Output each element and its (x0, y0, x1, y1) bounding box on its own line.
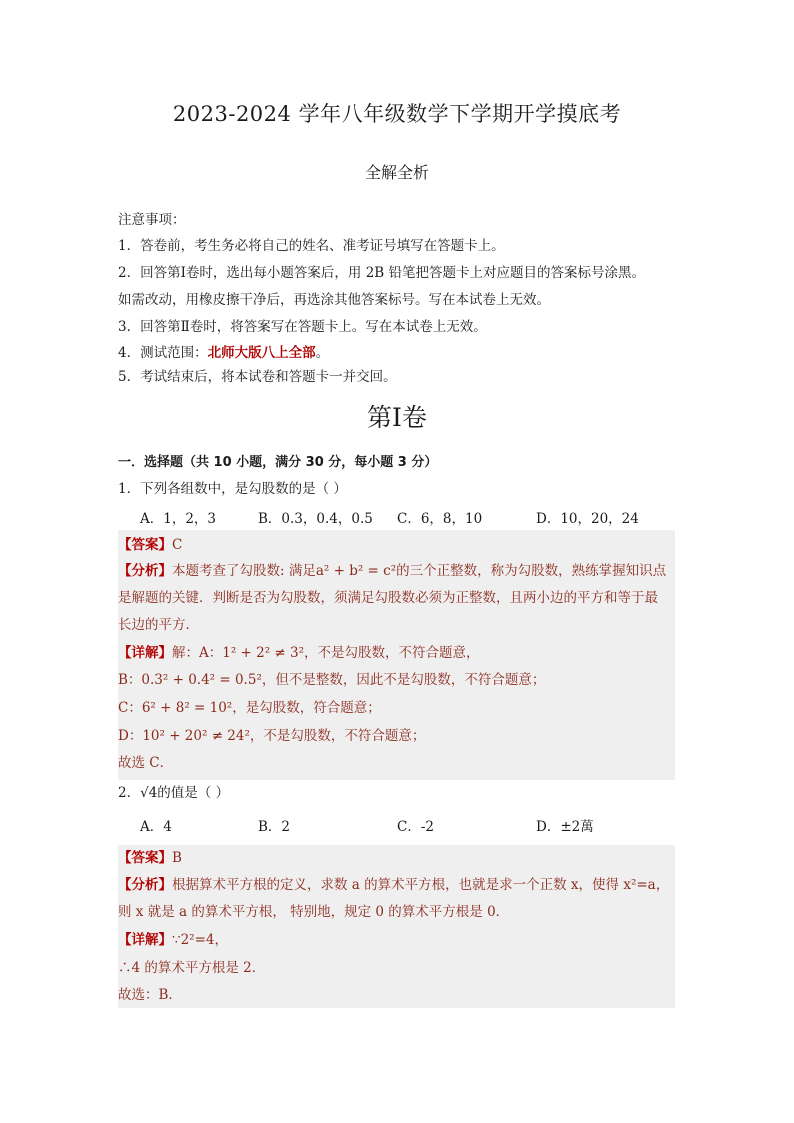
notice-item-4-suffix: 。 (315, 345, 330, 361)
q2-detail-line-1 (118, 930, 228, 950)
q2-option-c: C．-2 (397, 819, 434, 835)
q2-option-d: D．±2萬 (536, 819, 594, 835)
q1-analysis-line-2: 是解题的关键．判断是否为勾股数，须满足勾股数必须为正整数，且两小边的平方和等于最 (118, 590, 658, 606)
q2-analysis-text-1: 根据算术平方根的定义，求数 a 的算术平方根，也就是求一个正数 x，使得 x²=a， (172, 877, 670, 893)
page-title: 2023-2024 学年八年级数学下学期开学摸底考 (172, 102, 622, 126)
test-range: 北师大版八上全部 (207, 345, 316, 361)
q1-option-b: B．0.3，0.4，0.5 (258, 511, 373, 527)
q1-detail-text-1: 解：A：1² + 2² ≠ 3²，不是勾股数，不符合题意， (172, 645, 480, 661)
q2-answer-box (118, 845, 675, 1008)
page-subtitle: 全解全析 (364, 163, 429, 182)
q1-option-c: C．6，8，10 (397, 511, 483, 527)
q1-stem: 1．下列各组数中，是勾股数的是（ ） (118, 481, 347, 497)
notice-item-4-prefix: 4．测试范围： (118, 345, 208, 361)
notice-item-2-cont: 如需改动，用橡皮擦干净后，再选涂其他答案标号。写在本试卷上无效。 (118, 292, 550, 308)
volume-title: 第Ⅰ卷 (367, 403, 427, 432)
q1-answer-value: C (172, 537, 183, 553)
q1-analysis-tag: 【分析】 (118, 563, 172, 579)
q1-conclusion: 故选 C． (118, 755, 174, 771)
q2-detail-tag: 【详解】 (118, 932, 172, 948)
q1-detail-line-1 (118, 643, 480, 663)
q1-analysis-line-1 (118, 561, 666, 581)
notice-item-4 (118, 343, 329, 363)
q1-analysis-line-3: 长边的平方． (118, 617, 199, 633)
q2-detail-line-2: ∴4 的算术平方根是 2． (118, 960, 266, 976)
q2-detail-text-1: ∵2²=4， (172, 932, 228, 948)
notice-item-1: 1．答卷前，考生务必将自己的姓名、准考证号填写在答题卡上。 (118, 238, 505, 254)
q2-option-a: A．4 (140, 819, 172, 835)
q2-option-b: B．2 (258, 819, 291, 835)
q1-answer (118, 535, 182, 555)
q1-detail-line-2: B：0.3² + 0.4² = 0.5²，但不是整数，因此不是勾股数，不符合题意； (118, 672, 546, 688)
notice-heading: 注意事项： (118, 212, 186, 228)
notice-item-2: 2．回答第Ⅰ卷时，选出每小题答案后，用 2B 铅笔把答题卡上对应题目的答案标号涂黑。 (118, 265, 646, 281)
q2-analysis-line-2: 则 x 就是 a 的算术平方根， 特别地，规定 0 的算术平方根是 0． (118, 904, 510, 920)
q1-detail-tag: 【详解】 (118, 645, 172, 661)
notice-item-3: 3．回答第Ⅱ卷时，将答案写在答题卡上。写在本试卷上无效。 (118, 319, 487, 335)
notice-item-5: 5．考试结束后，将本试卷和答题卡一并交回。 (118, 369, 397, 385)
q1-detail-line-4: D：10² + 20² ≠ 24²，不是勾股数，不符合题意； (118, 728, 426, 744)
q1-analysis-text-1: 本题考查了勾股数: 满足a² + b² = c²的三个正整数，称为勾股数，熟练掌握知识点 (172, 563, 667, 579)
q2-conclusion: 故选：B． (118, 987, 182, 1003)
q1-option-d: D．10，20，24 (536, 511, 639, 527)
q2-answer-value: B (172, 850, 182, 866)
q2-answer (118, 848, 182, 868)
section-heading: 一．选择题（共 10 小题，满分 30 分，每小题 3 分） (118, 455, 438, 470)
q1-option-a: A．1，2，3 (140, 511, 217, 527)
q2-answer-tag: 【答案】 (118, 850, 172, 866)
q2-analysis-tag: 【分析】 (118, 877, 172, 893)
q2-stem: 2．√4的值是（ ） (118, 785, 230, 801)
q2-analysis-line-1 (118, 875, 669, 895)
q1-detail-line-3: C：6² + 8² = 10²，是勾股数，符合题意； (118, 700, 381, 716)
q1-answer-tag: 【答案】 (118, 537, 172, 553)
